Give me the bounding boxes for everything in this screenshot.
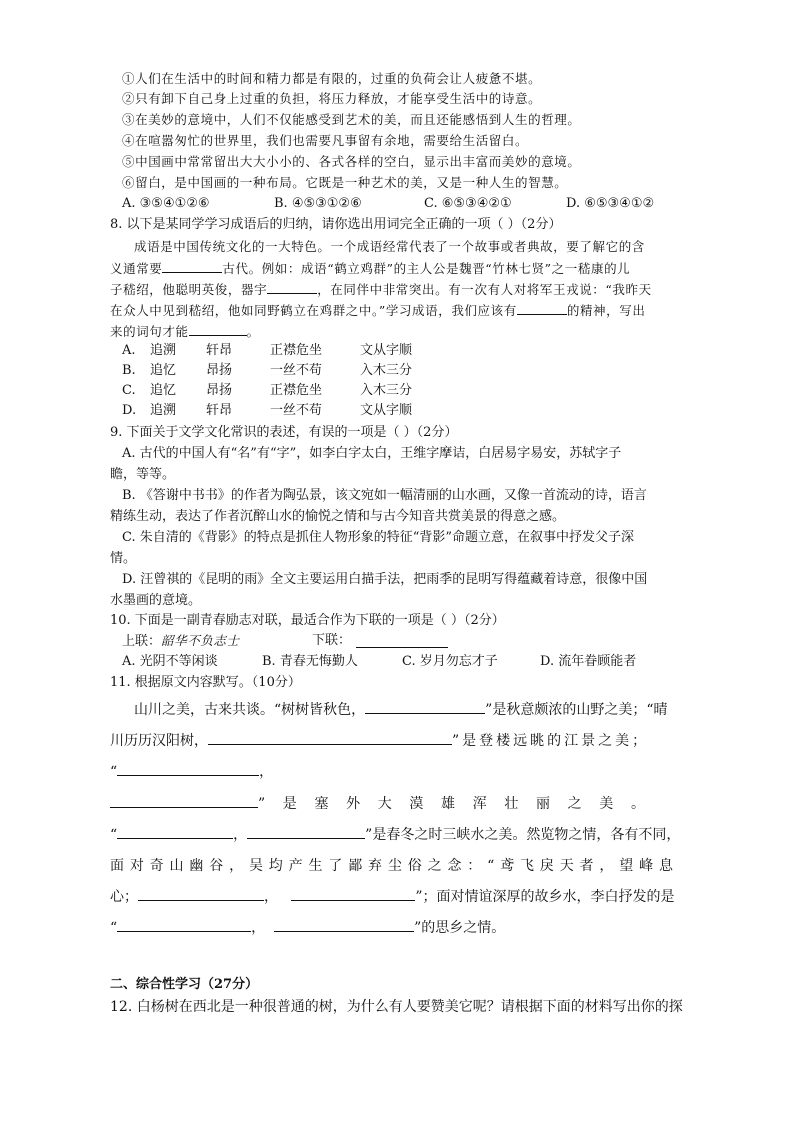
q11-blank-9[interactable] [117,918,251,932]
q10-option-d[interactable]: D. 流年眷顾能者 [540,654,637,669]
q11-line-8: “ ， ”的思乡之情。 [110,920,506,936]
q7-option-d[interactable]: D. ⑥⑤③④①② [566,196,655,211]
q8-passage-line-4: 在众人中见到嵇绍，他如同野鹤立在鸡群之中。”学习成语，我们应该有 的精神，写出 [110,303,646,318]
q11-line-4: ” 是 塞 外 大 漠 雄 浑 壮 丽 之 美 。 [110,794,652,814]
q10-upper-text: 韶华不负志士 [161,633,240,648]
q11-blank-8[interactable] [291,887,415,901]
q11-line-3: “ ， [110,764,274,780]
q11-blank-1[interactable] [365,700,485,714]
q11-blank-3[interactable] [117,762,259,776]
q10-lower-label: 下联： [312,633,352,648]
q9-option-a-line-1[interactable]: A. 古代的中国人有“名”有“字”，如李白字太白，王维字摩诘，白居易字易安，苏轼字子 [122,446,622,461]
q7-sentence-1: ①人们在生活中的时间和精力都是有限的，过重的负荷会让人疲惫不堪。 [122,71,542,86]
q9-option-c-line-2: 情。 [110,551,137,566]
q9-option-d-line-1[interactable]: D. 汪曾祺的《昆明的雨》全文主要运用白描手法，把雨季的昆明写得蕴藏着诗意，很像中国 [122,572,648,587]
q9-option-b-line-2: 精练生动，表达了作者沉醉山水的愉悦之情和与古今知音共赏美景的得意之感。 [110,509,566,524]
q8-stem: 8. 以下是某同学学习成语后的归纳，请你选出用词完全正确的一项（ ）（2分） [110,217,562,232]
q10-stem: 10. 下面是一副青春励志对联，最适合作为下联的一项是（ ）（2分） [110,613,505,628]
q9-option-d-line-2: 水墨画的意境。 [110,593,202,608]
q10-option-c[interactable]: C. 岁月勿忘才子 [402,654,498,669]
q11-blank-10[interactable] [274,918,414,932]
q11-line-5: “ ， ”是春冬之时三峡水之美。然览物之情，各有不同， [110,827,681,843]
q11-line-6: 面 对 奇 山 幽 谷 ， 吴 均 产 生 了 鄙 弃 尘 俗 之 念 ： “ 鸢 飞 戾 天 者 ， 望 峰 息 [110,858,674,874]
q11-blank-5[interactable] [117,825,233,839]
q8-passage-line-5: 来的词句才能 。 [110,324,260,339]
q10-couplet [122,632,352,651]
q7-option-a[interactable]: A. ③⑤④①②⑥ [122,196,210,211]
q7-sentence-5: ⑤中国画中常常留出大大小小的、各式各样的空白，显示出丰富而美妙的意境。 [122,154,581,169]
q11-stem: 11. 根据原文内容默写。（10分） [110,675,301,690]
q10-option-a[interactable]: A. 光阴不等闲谈 [122,654,218,669]
q11-blank-4[interactable] [110,794,258,808]
q9-stem: 9. 下面关于文学文化常识的表述，有误的一项是（ ）（2分） [110,425,458,440]
q8-blank-2[interactable] [267,280,317,294]
q10-lower-blank[interactable] [356,634,448,648]
q11-line-1: 山川之美，古来共谈。“树树皆秋色， ”是秋意颇浓的山野之美；“晴 [134,702,668,718]
q7-option-b[interactable]: B. ④⑤③①②⑥ [274,196,362,211]
exam-page: ①人们在生活中的时间和精力都是有限的，过重的负荷会让人疲惫不堪。 ②只有卸下自己身上过重的负担，将压力释放，才能享受生活中的诗意。 ③在美妙的意境中，人们不仅能感受到艺术的美，而且还能感悟到人生的哲理。 ④在喧嚣匆忙的世界里，我们也需要凡事留有余地，需要给生活留白。 ⑤中国画中常常留出大大小小的、各式各样的空白，显示出丰富而美妙的意境。 ⑥留白，是中国画的一种布局。它既是一种艺术的美，又是一种人生的智慧。 A. ③⑤④①②⑥ B. ④⑤③①②⑥ C. ⑥⑤③④②① D. ⑥⑤③④①② 8. 以下是某同学学习成语后的归纳，请你选出用词完全正确的一项（ ）（2分） 成语是中国传统文化的一大特色。一个成语经常代表了一个故事或者典故，要了解它的含 义通常要 古代。例如：成语“鹤立鸡群”的主人公是魏晋“竹林七贤”之一嵇康的儿 子嵇绍，他聪明英俊，器宇 ，在同伴中非常突出。有一次有人对将军王戎说：“我昨天 在众人中见到嵇绍，他如同野鹤立在鸡群之中。”学习成语，我们应该有 的精神，写出 来的词句才能 。 A. 追溯 轩昂 正襟危坐 文从字顺 B. 追忆 昂扬 一丝不苟 入木三分 C. 追忆 昂扬 正襟危坐 入木三分 D. 追溯 轩昂 一丝不苟 文从字顺 9. 下面关于文学文化常识的表述，有误的一项是（ ）（2分） A. 古代的中国人有“名”有“字”，如李白字太白，王维字摩诘，白居易字易安，苏轼字子 瞻，等等。 B. 《答谢中书书》的作者为陶弘景，该文宛如一幅清丽的山水画，又像一首流动的诗，语言 精练生动，表达了作者沉醉山水的愉悦之情和与古今知音共赏美景的得意之感。 C. 朱自清的《背影》的特点是抓住人物形象的特征“背影”命题立意，在叙事中抒发父子深 情。 D. 汪曾祺的《昆明的雨》全文主要运用白描手法，把雨季的昆明写得蕴藏着诗意，很像中国 水墨画的意境。 10. 下面是一副青春励志对联，最适合作为下联的一项是（ ）（2分） 上联：韶华不负志士 下联： A. 光阴不等闲谈 B. 青春无悔勤人 C. 岁月勿忘才子 D. 流年眷顾能者 11. 根据原文内容默写。（10分） 山川之美，古来共谈。“树树皆秋色， ”是秋意颇浓的山野之美；“晴 川历历汉阳树， ”是登楼远眺的江景之美； “ ， ” 是 塞 外 大 漠 雄 浑 壮 丽 之 美 。 “ ， ”是春冬之时三峡水之美。然览物之情，各有不同， 面 对 奇 山 幽 谷 ， 吴 均 产 生 了 鄙 弃 尘 俗 之 念 ： “ 鸢 飞 戾 天 者 ， 望 峰 息 心； ， ”；面对情谊深厚的故乡水，李白抒发的是 “ ， ”的思乡之情。 二、综合性学习（27分） 12. 白杨树在西北是一种很普通的树，为什么有人要赞美它呢？请根据下面的材料写出你的探 [110,71,683,1015]
q12-stem: 12. 白杨树在西北是一种很普通的树，为什么有人要赞美它呢？请根据下面的材料写出你的探 [110,999,683,1015]
q7-option-c[interactable]: C. ⑥⑤③④②① [424,196,512,211]
q11-line-2: 川历历汉阳树， ”是登楼远眺的江景之美； [110,733,650,749]
q9-option-a-line-2: 瞻，等等。 [110,467,176,482]
q11-line-7: 心； ， ”；面对情谊深厚的故乡水，李白抒发的是 [110,889,675,905]
q8-blank-3[interactable] [517,301,567,315]
q7-sentence-3: ③在美妙的意境中，人们不仅能感受到艺术的美，而且还能感悟到人生的哲理。 [122,112,581,127]
q8-passage-line-1: 成语是中国传统文化的一大特色。一个成语经常代表了一个故事或者典故，要了解它的含 [134,239,645,254]
q9-option-c-line-1[interactable]: C. 朱自清的《背影》的特点是抓住人物形象的特征“背影”命题立意，在叙事中抒发父子深 [122,530,635,545]
q8-passage-line-3: 子嵇绍，他聪明英俊，器宇 ，在同伴中非常突出。有一次有人对将军王戎说：“我昨天 [110,282,652,297]
q7-sentence-2: ②只有卸下自己身上过重的负担，将压力释放，才能享受生活中的诗意。 [122,91,542,106]
q10-upper-label: 上联： [122,634,162,649]
q11-blank-7[interactable] [138,887,264,901]
q9-option-b-line-1[interactable]: B. 《答谢中书书》的作者为陶弘景，该文宛如一幅清丽的山水画，又像一首流动的诗，语言 [122,488,647,503]
q8-blank-4[interactable] [189,322,247,336]
q11-blank-6[interactable] [247,825,365,839]
q7-sentence-4: ④在喧嚣匆忙的世界里，我们也需要凡事留有余地，需要给生活留白。 [122,133,529,148]
q11-blank-2[interactable] [208,731,452,745]
q7-sentence-6: ⑥留白，是中国画的一种布局。它既是一种艺术的美，又是一种人生的智慧。 [122,175,568,190]
q10-option-b[interactable]: B. 青春无悔勤人 [262,654,358,669]
q8-passage-line-2: 义通常要 古代。例如：成语“鹤立鸡群”的主人公是魏晋“竹林七贤”之一嵇康的儿 [110,261,631,276]
q8-blank-1[interactable] [162,259,222,273]
section-2-title: 二、综合性学习（27分） [110,977,259,992]
